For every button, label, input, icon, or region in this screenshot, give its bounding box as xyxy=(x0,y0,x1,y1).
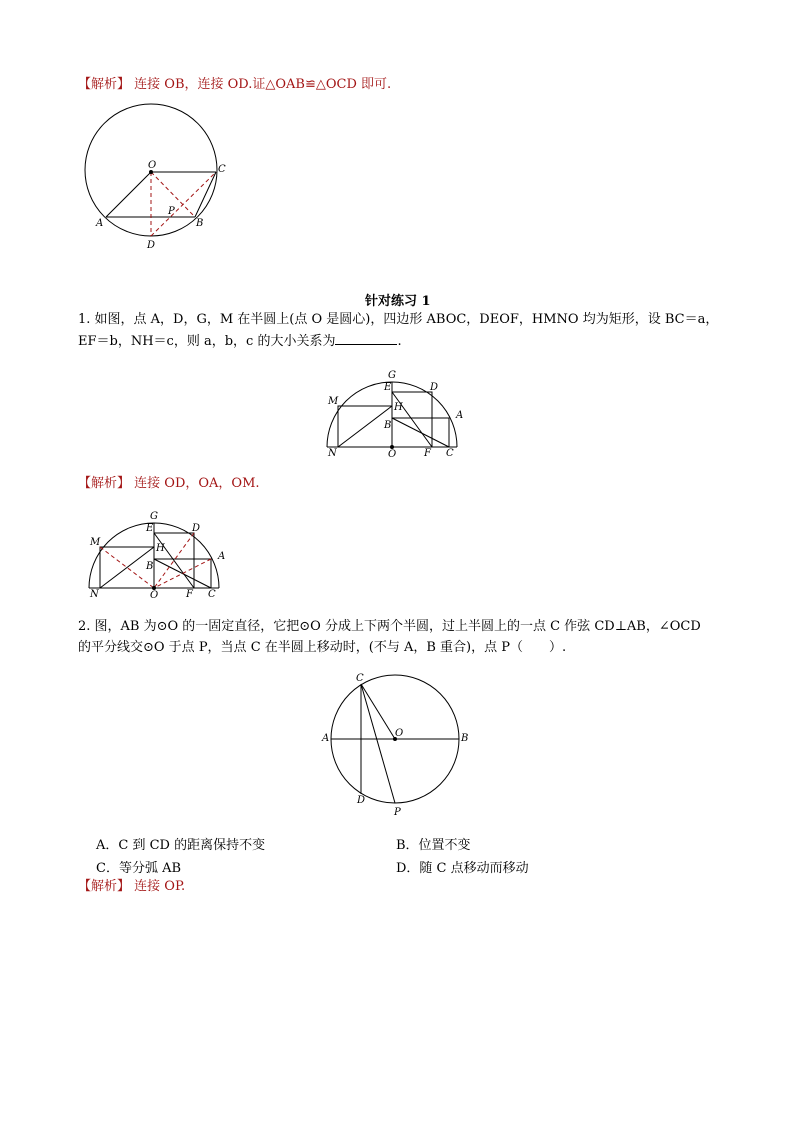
label-A: A xyxy=(322,733,330,744)
option-A: A．C 到 CD 的距离保持不变 xyxy=(96,838,266,853)
svg-text:E: E xyxy=(146,523,154,534)
label-M: M xyxy=(328,396,339,407)
label-A: A xyxy=(96,218,104,229)
label-D: D xyxy=(147,240,156,250)
label-O: O xyxy=(148,160,157,171)
svg-text:H: H xyxy=(156,543,165,554)
answer-blank xyxy=(335,332,397,345)
label-G: G xyxy=(388,370,396,381)
question-1-text: EF＝b，NH＝c，则 a，b，c 的大小关系为 xyxy=(78,334,336,349)
label-B: B xyxy=(461,733,469,744)
label-B: B xyxy=(196,218,204,229)
label-C: C xyxy=(356,673,364,684)
label-O: O xyxy=(395,728,404,739)
svg-text:M: M xyxy=(90,537,101,548)
analysis-2-text: 连接 OD，OA，OM. xyxy=(134,476,260,491)
label-P: P xyxy=(394,807,401,818)
label-E: E xyxy=(384,382,392,393)
label-H: H xyxy=(394,402,403,413)
figure-circle-chord xyxy=(318,670,478,818)
label-D: D xyxy=(430,382,439,393)
figure-semicircle-rectangles xyxy=(322,364,472,459)
label-F: F xyxy=(424,448,431,459)
svg-text:D: D xyxy=(192,523,201,534)
figure-circle-parallelogram xyxy=(80,100,240,250)
svg-text:B: B xyxy=(146,561,154,572)
label-N: N xyxy=(328,448,337,459)
question-1-line-1: 1. 如图，点 A，D，G，M 在半圆上(点 O 是圆心)，四边形 ABOC，DEOF，HMNO 均为矩形，设 BC＝a， xyxy=(78,312,719,327)
option-D: D．随 C 点移动而移动 xyxy=(396,861,529,876)
label-C: C xyxy=(218,164,226,175)
analysis-tag: 【解析】 xyxy=(78,77,131,92)
option-B: B．位置不变 xyxy=(396,838,471,853)
svg-text:A: A xyxy=(218,551,226,562)
label-A: A xyxy=(456,410,464,421)
svg-text:O: O xyxy=(150,590,159,600)
label-O: O xyxy=(388,449,397,459)
analysis-1 xyxy=(78,74,391,96)
label-D: D xyxy=(357,795,366,806)
question-2-line-1: 2. 图，AB 为⊙O 的一固定直径，它把⊙O 分成上下两个半圆，过上半圆上的一点 C 作弦 CD⊥AB，∠OCD xyxy=(78,619,701,634)
svg-text:N: N xyxy=(90,589,99,600)
analysis-2: 【解析】 连接 OD，OA，OM. xyxy=(78,476,260,491)
section-title: 针对练习 1 xyxy=(365,294,431,309)
figure-semicircle-dashed xyxy=(84,505,234,600)
analysis-3-text: 连接 OP. xyxy=(134,879,186,894)
svg-text:G: G xyxy=(150,511,158,522)
analysis-1-text: 连接 OB，连接 OD.证△OAB≌△OCD 即可. xyxy=(134,77,392,92)
svg-text:C: C xyxy=(208,589,216,600)
option-C: C．等分弧 AB xyxy=(96,861,182,876)
label-C: C xyxy=(446,448,454,459)
label-B: B xyxy=(384,420,392,431)
svg-text:F: F xyxy=(186,589,193,600)
analysis-3: 【解析】 连接 OP. xyxy=(78,879,186,894)
label-P: P xyxy=(168,206,175,217)
question-2-line-2: 的平分线交⊙O 于点 P，当点 C 在半圆上移动时，(不与 A，B 重合)，点 P（ ）. xyxy=(78,640,567,655)
question-1-line-2: EF＝b，NH＝c，则 a，b，c 的大小关系为 . xyxy=(78,334,402,349)
